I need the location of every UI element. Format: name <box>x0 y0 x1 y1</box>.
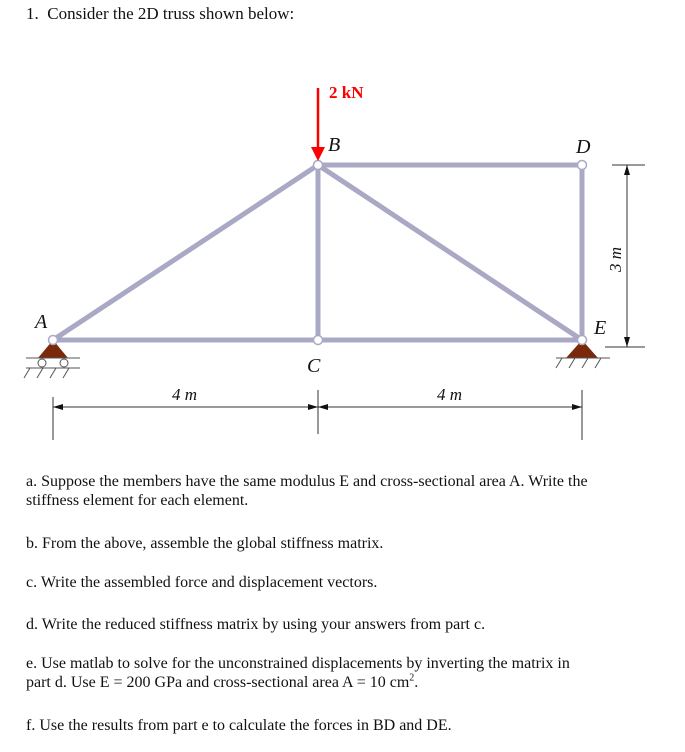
node-label-C: C <box>307 355 321 377</box>
question-text: Consider the 2D truss shown below: <box>47 4 295 23</box>
superscript: 2 <box>409 672 415 684</box>
dimension-right-span: 4 m <box>437 385 463 404</box>
joint-D <box>578 161 587 170</box>
node-label-A: A <box>35 311 48 333</box>
node-label-B: B <box>328 134 341 156</box>
part-c: c. Write the assembled force and displacement vectors. <box>26 574 378 591</box>
support-A-roller <box>24 340 80 378</box>
part-e-line2-end: . <box>414 674 419 691</box>
joint-C <box>314 336 323 345</box>
part-e-line2 <box>26 673 666 692</box>
horizontal-dimension <box>53 390 582 440</box>
part-b: b. From the above, assemble the global stiffness matrix. <box>26 535 384 552</box>
joint-A <box>49 336 58 345</box>
part-a <box>26 472 666 510</box>
part-f: f. Use the results from part e to calculate the forces in BD and DE. <box>26 717 452 734</box>
part-a-line1: a. Suppose the members have the same modulus E and cross-sectional area A. Write the <box>26 473 588 490</box>
part-e-line2-text: part d. Use E = 200 GPa and cross-sectional area A = 10 cm <box>26 674 410 691</box>
question-number: 1. <box>26 4 39 23</box>
joint-B <box>314 161 323 170</box>
load-arrow-icon <box>311 88 325 161</box>
member-BE <box>318 165 582 340</box>
part-e <box>26 654 666 692</box>
dimension-left-span: 4 m <box>172 385 198 404</box>
part-d: d. Write the reduced stiffness matrix by using your answers from part c. <box>26 616 486 633</box>
member-AB <box>53 165 318 340</box>
node-label-D: D <box>576 136 591 158</box>
dimension-height: 3 m <box>606 246 625 272</box>
truss-members <box>53 165 582 340</box>
node-label-E: E <box>594 317 607 339</box>
part-a-line2: stiffness element for each element. <box>26 492 249 509</box>
part-e-line1: e. Use matlab to solve for the unconstrained displacements by inverting the matrix in <box>26 655 570 672</box>
load-label: 2 kN <box>329 83 364 102</box>
joint-E <box>578 336 587 345</box>
